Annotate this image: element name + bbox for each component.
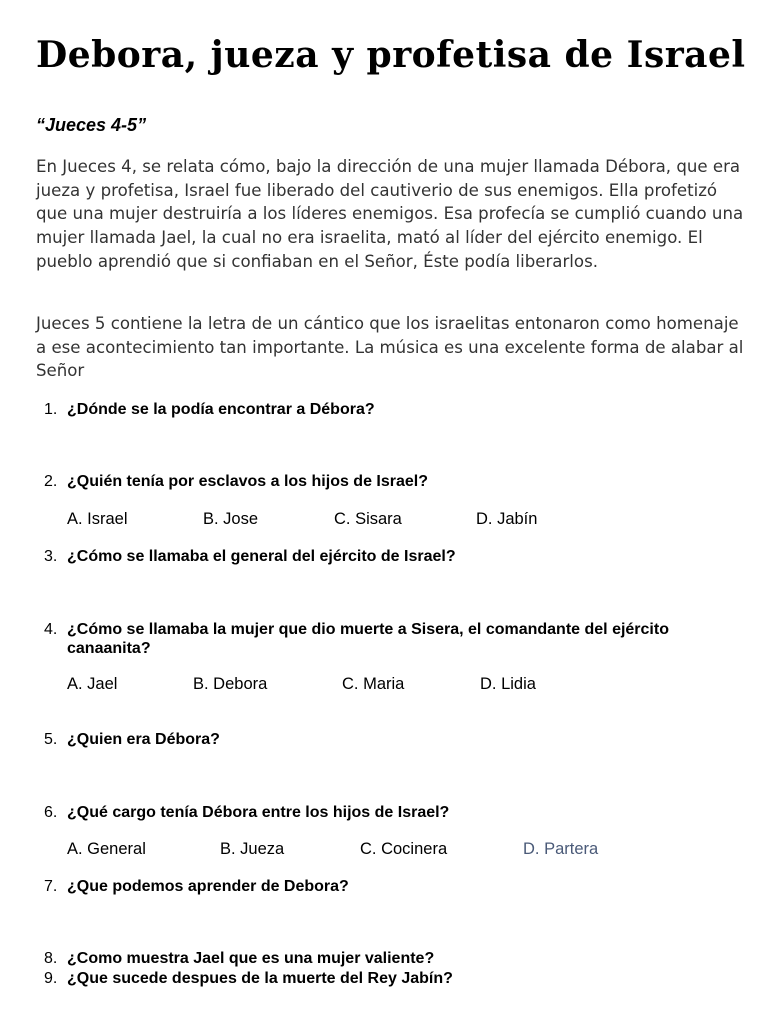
question-number: 3. (44, 548, 58, 565)
page-title: Debora, jueza y profetisa de Israel (36, 34, 746, 76)
question-text: ¿Quién tenía por esclavos a los hijos de Israel? (67, 473, 429, 490)
question-number: 2. (44, 473, 58, 490)
question-number: 9. (44, 970, 58, 987)
answer-option: C. Maria (342, 675, 405, 693)
question-text: ¿Qué cargo tenía Débora entre los hijos de Israel? (67, 804, 450, 821)
answer-option: D. Lidia (480, 675, 536, 693)
question-number: 1. (44, 401, 58, 418)
question-text: ¿Que podemos aprender de Debora? (67, 878, 349, 895)
question-number: 4. (44, 621, 58, 638)
answer-option: C. Sisara (334, 510, 402, 528)
question-number: 6. (44, 804, 58, 821)
answer-option: C. Cocinera (360, 840, 448, 858)
question-number: 5. (44, 731, 58, 748)
question-4 (44, 620, 744, 658)
question-number: 7. (44, 878, 58, 895)
question-text: ¿Cómo se llamaba el general del ejército de Israel? (67, 548, 456, 565)
question-text: ¿Quien era Débora? (67, 731, 220, 748)
question-1 (44, 400, 744, 419)
answer-option: D. Partera (523, 840, 599, 858)
question-number: 8. (44, 950, 58, 967)
question-text: ¿Cómo se llamaba la mujer que dio muerte a Sisera, el comandante del ejército canaanita? (67, 621, 669, 657)
question-2 (44, 472, 744, 491)
question-text: ¿Dónde se la podía encontrar a Débora? (67, 401, 375, 418)
answer-option: A. Jael (67, 675, 118, 693)
answer-option: B. Debora (193, 675, 268, 693)
question-3 (44, 547, 744, 566)
question-9 (44, 969, 744, 988)
question-6 (44, 803, 744, 822)
answer-option: A. Israel (67, 510, 128, 528)
answer-option: D. Jabín (476, 510, 538, 528)
question-7 (44, 877, 744, 896)
answer-option: B. Jueza (220, 840, 285, 858)
answer-option: A. General (67, 840, 146, 858)
scripture-reference: “Jueces 4-5” (36, 115, 147, 135)
question-text: ¿Que sucede despues de la muerte del Rey Jabín? (67, 970, 453, 987)
intro-paragraph: En Jueces 4, se relata cómo, bajo la dirección de una mujer llamada Débora, que era jueza y profetisa, Israel fue liberado del cautiverio de sus enemigos. Ella profetizó que una mujer destruiría a los líderes enemigos. Esa profecía se cumplió cuando una mujer llamada Jael, la cual no era israelita, mató al líder del ejército enemigo. El pueblo aprendió que si confiaban en el Señor, Éste podía liberarlos. (36, 157, 744, 271)
question-5 (44, 730, 744, 749)
song-paragraph: Jueces 5 contiene la letra de un cántico que los israelitas entonaron como homenaje a ese acontecimiento tan importante. La música es una excelente forma de alabar al Señor (36, 314, 744, 381)
answer-option: B. Jose (203, 510, 259, 528)
question-8 (44, 949, 744, 968)
question-text: ¿Como muestra Jael que es una mujer valiente? (67, 950, 435, 967)
